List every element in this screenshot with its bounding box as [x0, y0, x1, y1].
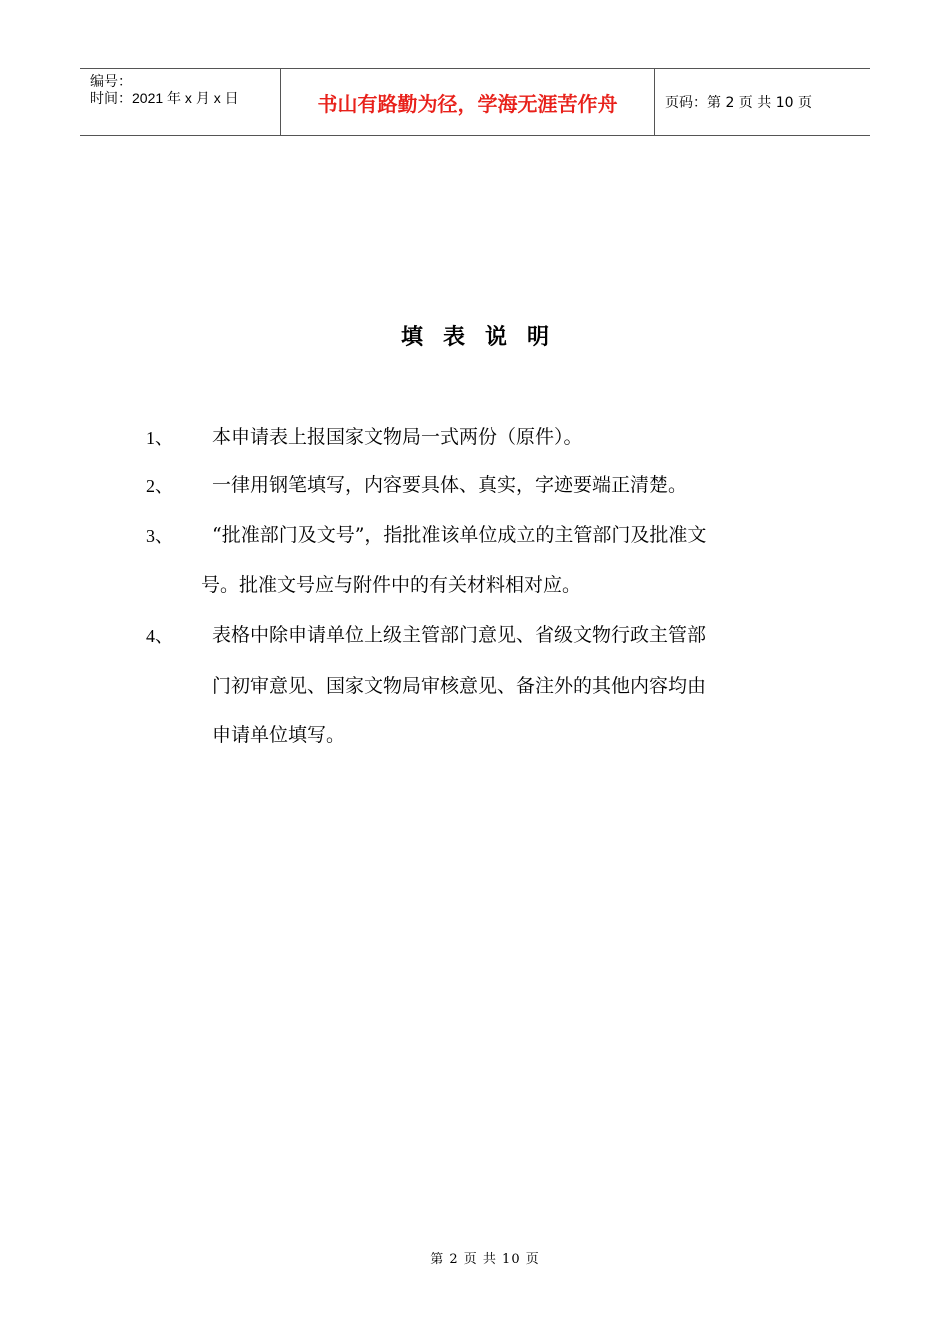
header-page-info: 页码：第 2 页 共 10 页 — [665, 95, 812, 111]
number-label: 编号： — [90, 73, 132, 89]
item-text: 一律用钢笔填写，内容要具体、真实，字迹要端正清楚。 — [212, 474, 688, 496]
item-text: “批准部门及文号”，指批准该单位成立的主管部门及批准文 — [212, 524, 707, 546]
item-number: 3、 — [146, 526, 173, 546]
item-text: 本申请表上报国家文物局一式两份（原件）。 — [212, 426, 583, 448]
item-text: 号。批准文号应与附件中的有关材料相对应。 — [201, 574, 582, 596]
page-footer: 第 2 页 共 10 页 — [430, 1252, 540, 1267]
item-number: 2、 — [146, 476, 173, 496]
item-text: 门初审意见、国家文物局审核意见、备注外的其他内容均由 — [212, 675, 707, 697]
item-text: 申请单位填写。 — [212, 724, 346, 746]
item-number: 4、 — [146, 626, 173, 646]
header-motto: 书山有路勤为径，学海无涯苦作舟 — [281, 69, 655, 135]
document-header — [80, 68, 870, 136]
time-label: 时间：2021 年 x 月 x 日 — [90, 90, 239, 106]
header-meta-cell — [80, 69, 281, 135]
page-title: 填表说明 — [400, 325, 569, 350]
item-number: 1、 — [146, 428, 173, 448]
item-text: 表格中除申请单位上级主管部门意见、省级文物行政主管部 — [212, 624, 707, 646]
